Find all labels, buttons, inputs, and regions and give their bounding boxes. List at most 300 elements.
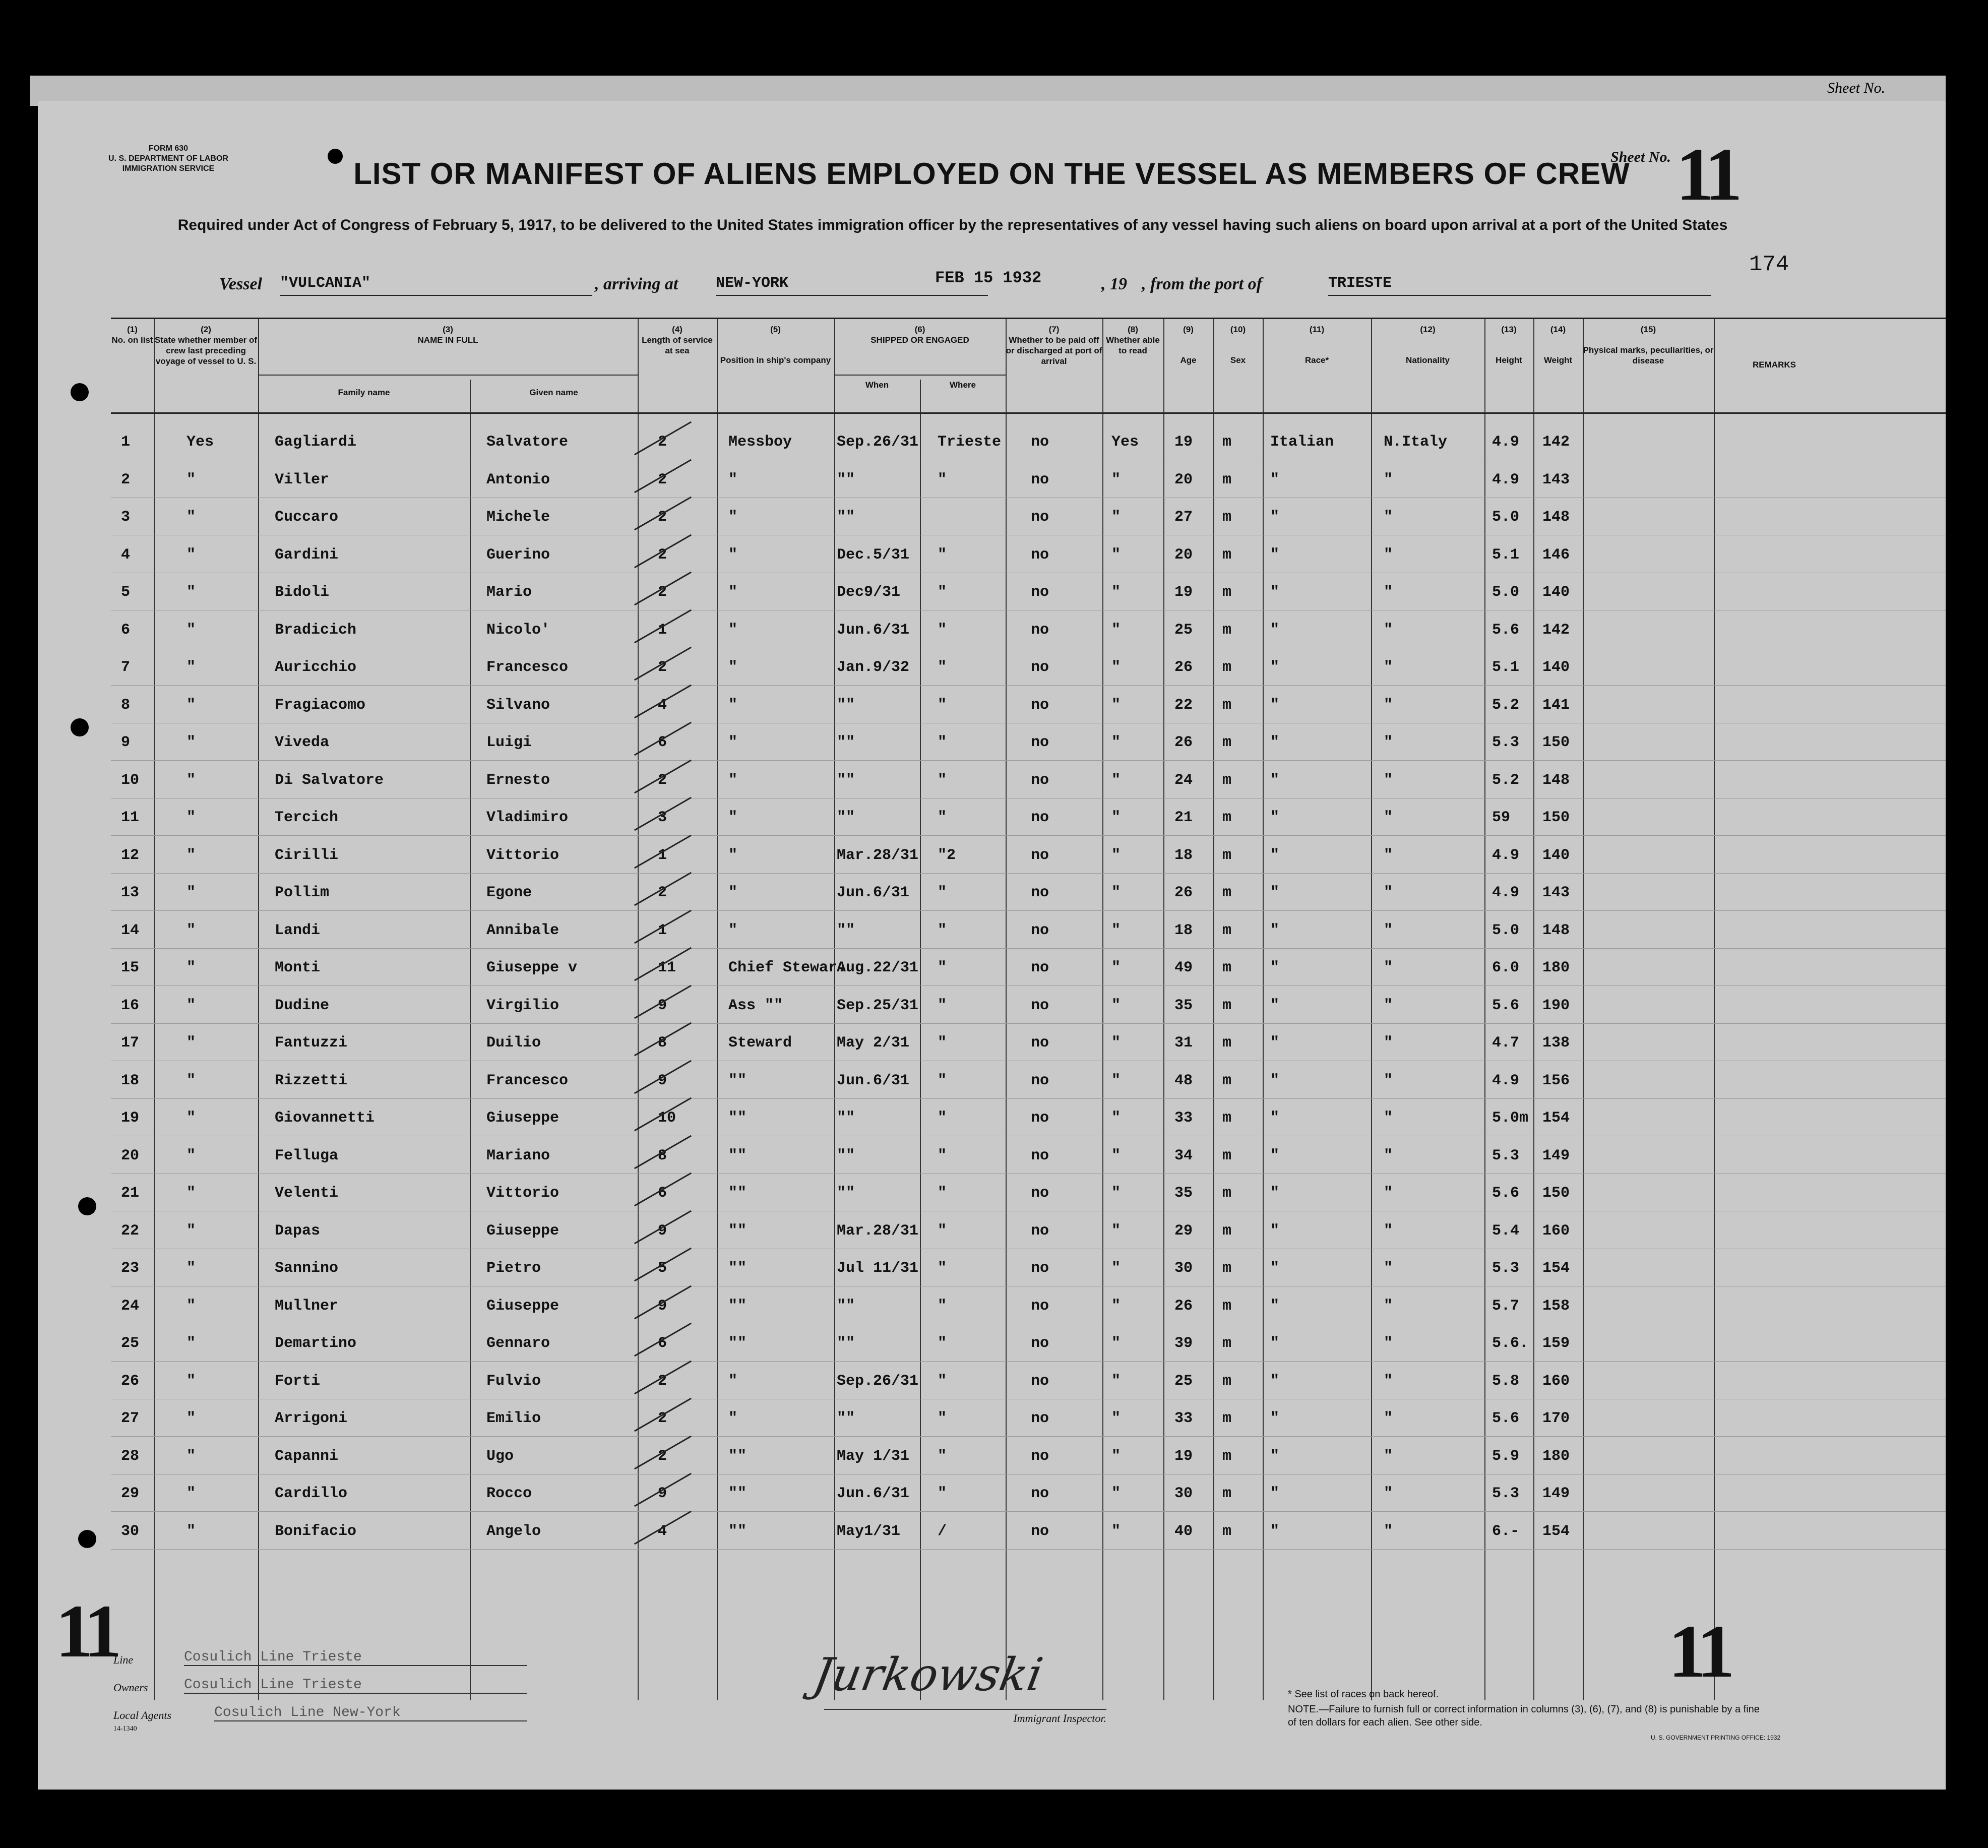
cell-read: ": [1111, 997, 1121, 1014]
cell-height: 5.1: [1492, 659, 1520, 676]
cell-family-name: Cardillo: [275, 1485, 348, 1502]
cell-age: 26: [1174, 734, 1193, 751]
cell-no: 19: [121, 1110, 140, 1127]
cell-when: May1/31: [837, 1522, 901, 1540]
cell-family-name: Di Salvatore: [275, 771, 384, 789]
cell-paid-off: no: [1031, 621, 1049, 639]
cell-where: ": [938, 1447, 947, 1465]
crew-table: [111, 318, 1946, 1700]
cell-family-name: Viller: [275, 471, 330, 488]
cell-nationality: ": [1384, 546, 1393, 564]
cell-age: 27: [1174, 509, 1193, 526]
cell-no: 15: [121, 959, 140, 976]
cell-age: 18: [1174, 921, 1193, 939]
cell-where: ": [938, 959, 947, 976]
cell-nationality: ": [1384, 734, 1393, 751]
cell-age: 33: [1174, 1410, 1193, 1427]
cell-no: 23: [121, 1260, 140, 1277]
cell-family-name: Forti: [275, 1372, 321, 1390]
cell-no: 18: [121, 1072, 140, 1089]
cell-when: "": [837, 1110, 855, 1127]
cell-given-name: Silvano: [486, 696, 550, 714]
cell-weight: 138: [1542, 1034, 1570, 1052]
cell-height: 5.6: [1492, 1410, 1520, 1427]
cell-height: 5.0m: [1492, 1110, 1529, 1127]
cell-height: 5.6: [1492, 621, 1520, 639]
col-num: (12): [1420, 325, 1436, 334]
cell-nationality: ": [1384, 1110, 1393, 1127]
cell-sex: m: [1222, 921, 1232, 939]
document-subtitle: Required under Act of Congress of February 5, 1917, to be delivered to the United States immigration officer by the representatives of any vessel having such aliens on board upon arrival at a port of the United States: [177, 217, 1728, 233]
cell-position: ": [728, 921, 738, 939]
cell-race: ": [1270, 771, 1280, 789]
cell-read: ": [1111, 1034, 1121, 1052]
cell-weight: 143: [1542, 471, 1570, 488]
cell-length: 1: [658, 846, 667, 864]
cell-nationality: N.Italy: [1384, 434, 1448, 451]
cell-state: ": [187, 696, 196, 714]
back-sheet-label: Sheet No.: [1827, 80, 1885, 96]
arriving-label: , arriving at: [595, 275, 678, 293]
cell-given-name: Ugo: [486, 1447, 514, 1465]
cell-position: "": [728, 1447, 747, 1465]
cell-family-name: Rizzetti: [275, 1072, 348, 1089]
cell-given-name: Vladimiro: [486, 809, 569, 826]
cell-state: ": [187, 546, 196, 564]
col-label: Physical marks, peculiarities, or disease: [1583, 345, 1714, 365]
cell-length: 9: [658, 1485, 667, 1502]
cell-given-name: Duilio: [486, 1034, 541, 1052]
cell-height: 5.6: [1492, 997, 1520, 1014]
cell-race: ": [1270, 921, 1280, 939]
cell-nationality: ": [1384, 621, 1393, 639]
cell-paid-off: no: [1031, 771, 1049, 789]
table-row: [111, 911, 1946, 949]
table-row: [111, 686, 1946, 723]
cell-when: "": [837, 809, 855, 826]
cell-sex: m: [1222, 696, 1232, 714]
cell-age: 19: [1174, 584, 1193, 601]
cell-when: Jun.6/31: [837, 1485, 910, 1502]
cell-read: ": [1111, 1072, 1121, 1089]
table-row: [111, 873, 1946, 911]
cell-read: ": [1111, 771, 1121, 789]
cell-weight: 154: [1542, 1522, 1570, 1540]
cell-sex: m: [1222, 1447, 1232, 1465]
cell-weight: 142: [1542, 621, 1570, 639]
cell-given-name: Mariano: [486, 1147, 550, 1164]
cell-position: ": [728, 884, 738, 901]
cell-race: ": [1270, 1485, 1280, 1502]
cell-where: ": [938, 1485, 947, 1502]
cell-where: /: [938, 1522, 947, 1540]
cell-family-name: Bradicich: [275, 621, 357, 639]
cell-where: ": [938, 471, 947, 488]
cell-length: 2: [658, 1372, 667, 1390]
col-header-paid-off: [1006, 324, 1102, 366]
cell-age: 22: [1174, 696, 1193, 714]
cell-read: ": [1111, 1297, 1121, 1315]
col-label: No. on list: [111, 335, 153, 345]
cell-when: Dec9/31: [837, 584, 901, 601]
cell-age: 48: [1174, 1072, 1193, 1089]
cell-nationality: ": [1384, 1185, 1393, 1202]
binder-hole: [328, 149, 343, 164]
cell-nationality: ": [1384, 884, 1393, 901]
cell-state: ": [187, 584, 196, 601]
cell-where: ": [938, 1034, 947, 1052]
cell-when: Sep.26/31: [837, 1372, 919, 1390]
cell-weight: 154: [1542, 1260, 1570, 1277]
cell-age: 20: [1174, 546, 1193, 564]
table-row: [111, 1362, 1946, 1399]
cell-length: 2: [658, 1410, 667, 1427]
table-row: [111, 1174, 1946, 1211]
cell-height: 4.9: [1492, 846, 1520, 864]
cell-family-name: Sannino: [275, 1260, 339, 1277]
cell-when: Jun.6/31: [837, 1072, 910, 1089]
cell-nationality: ": [1384, 659, 1393, 676]
cell-no: 29: [121, 1485, 140, 1502]
col-label: Position in ship's company: [720, 355, 831, 365]
cell-age: 19: [1174, 1447, 1193, 1465]
cell-position: Ass "": [728, 997, 783, 1014]
col-header-height: [1484, 324, 1533, 365]
cell-state: ": [187, 1335, 196, 1352]
cell-sex: m: [1222, 659, 1232, 676]
cell-where: ": [938, 1410, 947, 1427]
cell-position: "": [728, 1185, 747, 1202]
cell-length: 2: [658, 584, 667, 601]
cell-family-name: Monti: [275, 959, 321, 976]
col-label: Sex: [1230, 355, 1246, 365]
cell-no: 22: [121, 1222, 140, 1240]
cell-when: "": [837, 1185, 855, 1202]
form-code: 14-1340: [113, 1725, 137, 1733]
cell-height: 6.-: [1492, 1522, 1520, 1540]
cell-weight: 149: [1542, 1485, 1570, 1502]
year-label: , 19: [1101, 275, 1127, 293]
cell-paid-off: no: [1031, 997, 1049, 1014]
cell-position: ": [728, 846, 738, 864]
cell-sex: m: [1222, 1372, 1232, 1390]
cell-no: 2: [121, 471, 131, 488]
from-label: , from the port of: [1142, 275, 1262, 293]
cell-state: ": [187, 509, 196, 526]
cell-height: 5.3: [1492, 1485, 1520, 1502]
col-header-family: Family name: [338, 388, 390, 397]
cell-given-name: Emilio: [486, 1410, 541, 1427]
cell-read: ": [1111, 1335, 1121, 1352]
cell-where: ": [938, 1110, 947, 1127]
cell-state: ": [187, 1522, 196, 1540]
cell-height: 4.9: [1492, 1072, 1520, 1089]
cell-sex: m: [1222, 434, 1232, 451]
cell-family-name: Bidoli: [275, 584, 330, 601]
cell-read: ": [1111, 1485, 1121, 1502]
cell-where: ": [938, 1260, 947, 1277]
cell-height: 5.1: [1492, 546, 1520, 564]
cell-sex: m: [1222, 584, 1232, 601]
cell-sex: m: [1222, 1034, 1232, 1052]
cell-state: Yes: [187, 434, 214, 451]
cell-where: ": [938, 1185, 947, 1202]
cell-nationality: ": [1384, 1410, 1393, 1427]
cell-paid-off: no: [1031, 546, 1049, 564]
form-number: FORM 630: [148, 144, 189, 153]
cell-age: 26: [1174, 659, 1193, 676]
cell-weight: 160: [1542, 1372, 1570, 1390]
cell-given-name: Pietro: [486, 1260, 541, 1277]
cell-family-name: Pollim: [275, 884, 330, 901]
cell-age: 49: [1174, 959, 1193, 976]
cell-race: ": [1270, 659, 1280, 676]
col-header-marks: [1583, 324, 1714, 366]
cell-paid-off: no: [1031, 1410, 1049, 1427]
cell-family-name: Dapas: [275, 1222, 321, 1240]
header-separator: [111, 412, 1946, 414]
cell-nationality: ": [1384, 1335, 1393, 1352]
cell-paid-off: no: [1031, 659, 1049, 676]
cell-when: Aug.22/31: [837, 959, 919, 976]
cell-when: Jan.9/32: [837, 659, 910, 676]
cell-no: 13: [121, 884, 140, 901]
cell-nationality: ": [1384, 771, 1393, 789]
cell-sex: m: [1222, 546, 1232, 564]
cell-no: 20: [121, 1147, 140, 1164]
cell-when: "": [837, 1297, 855, 1315]
cell-race: ": [1270, 621, 1280, 639]
cell-position: Chief Stewar.: [728, 959, 847, 976]
cell-age: 40: [1174, 1522, 1193, 1540]
cell-race: ": [1270, 1110, 1280, 1127]
cell-state: ": [187, 1410, 196, 1427]
cell-when: Dec.5/31: [837, 546, 910, 564]
cell-given-name: Egone: [486, 884, 532, 901]
cell-length: 9: [658, 1297, 667, 1315]
cell-weight: 148: [1542, 771, 1570, 789]
sheet-corner-left: 11: [55, 1589, 117, 1673]
cell-length: 2: [658, 659, 667, 676]
cell-race: ": [1270, 1222, 1280, 1240]
cell-length: 2: [658, 546, 667, 564]
table-row: [111, 535, 1946, 573]
cell-race: ": [1270, 884, 1280, 901]
cell-nationality: ": [1384, 1072, 1393, 1089]
cell-race: ": [1270, 1522, 1280, 1540]
cell-when: Jun.6/31: [837, 884, 910, 901]
col-header-nationality: [1371, 324, 1484, 365]
cell-state: ": [187, 734, 196, 751]
cell-no: 16: [121, 997, 140, 1014]
cell-where: ": [938, 734, 947, 751]
cell-nationality: ": [1384, 1147, 1393, 1164]
service-name: IMMIGRATION SERVICE: [122, 164, 215, 173]
cell-no: 4: [121, 546, 131, 564]
vessel-name: "VULCANIA": [280, 275, 592, 296]
cell-position: ": [728, 809, 738, 826]
cell-when: Mar.28/31: [837, 846, 919, 864]
table-row: [111, 1512, 1946, 1550]
cell-weight: 142: [1542, 434, 1570, 451]
cell-when: "": [837, 1335, 855, 1352]
col-header-race: [1263, 324, 1371, 365]
cell-paid-off: no: [1031, 1485, 1049, 1502]
cell-weight: 143: [1542, 884, 1570, 901]
cell-nationality: ": [1384, 1485, 1393, 1502]
cell-position: "": [728, 1260, 747, 1277]
cell-state: ": [187, 1372, 196, 1390]
cell-paid-off: no: [1031, 734, 1049, 751]
cell-where: ": [938, 546, 947, 564]
table-row: [111, 573, 1946, 610]
col-header-age: [1163, 324, 1213, 365]
cell-when: Sep.26/31: [837, 434, 919, 451]
col-header-when: When: [865, 380, 889, 390]
cell-race: ": [1270, 696, 1280, 714]
cell-race: ": [1270, 1185, 1280, 1202]
cell-height: 5.8: [1492, 1372, 1520, 1390]
cell-sex: m: [1222, 734, 1232, 751]
cell-no: 6: [121, 621, 131, 639]
cell-height: 4.9: [1492, 884, 1520, 901]
cell-weight: 180: [1542, 959, 1570, 976]
cell-height: 5.2: [1492, 771, 1520, 789]
manifest-sheet: [38, 101, 1946, 1790]
cell-given-name: Michele: [486, 509, 550, 526]
col-label: Age: [1180, 355, 1197, 365]
table-row: [111, 1136, 1946, 1174]
cell-paid-off: no: [1031, 1297, 1049, 1315]
col-num: (1): [127, 325, 138, 334]
cell-state: ": [187, 1297, 196, 1315]
col-header-no: [111, 324, 154, 345]
cell-where: ": [938, 1297, 947, 1315]
cell-state: ": [187, 1447, 196, 1465]
cell-race: ": [1270, 809, 1280, 826]
cell-given-name: Francesco: [486, 659, 569, 676]
cell-age: 25: [1174, 1372, 1193, 1390]
cell-weight: 140: [1542, 659, 1570, 676]
col-header-sex: [1213, 324, 1263, 365]
cell-no: 14: [121, 921, 140, 939]
cell-length: 11: [658, 959, 676, 976]
cell-position: ": [728, 734, 738, 751]
cell-weight: 146: [1542, 546, 1570, 564]
cell-race: ": [1270, 509, 1280, 526]
cell-where: Trieste: [938, 434, 1002, 451]
cell-paid-off: no: [1031, 884, 1049, 901]
cell-read: ": [1111, 471, 1121, 488]
cell-sex: m: [1222, 1110, 1232, 1127]
col-label: Whether able to read: [1106, 335, 1160, 355]
cell-length: 6: [658, 734, 667, 751]
cell-paid-off: no: [1031, 1335, 1049, 1352]
cell-race: ": [1270, 1034, 1280, 1052]
col-label: NAME IN FULL: [417, 335, 478, 345]
col-num: (9): [1183, 325, 1194, 334]
binder-hole: [78, 1530, 96, 1548]
cell-where: ": [938, 584, 947, 601]
cell-age: 19: [1174, 434, 1193, 451]
cell-read: ": [1111, 884, 1121, 901]
cell-race: ": [1270, 1410, 1280, 1427]
cell-given-name: Angelo: [486, 1522, 541, 1540]
vessel-label: Vessel: [219, 275, 262, 293]
cell-weight: 156: [1542, 1072, 1570, 1089]
cell-weight: 170: [1542, 1410, 1570, 1427]
table-row: [111, 986, 1946, 1024]
cell-paid-off: no: [1031, 1110, 1049, 1127]
cell-age: 30: [1174, 1260, 1193, 1277]
table-row: [111, 648, 1946, 686]
cell-when: "": [837, 471, 855, 488]
cell-given-name: Giuseppe: [486, 1110, 560, 1127]
cell-when: "": [837, 1410, 855, 1427]
cell-weight: 148: [1542, 921, 1570, 939]
cell-paid-off: no: [1031, 1372, 1049, 1390]
cell-state: ": [187, 1147, 196, 1164]
cell-race: ": [1270, 997, 1280, 1014]
cell-given-name: Guerino: [486, 546, 550, 564]
cell-position: ": [728, 471, 738, 488]
cell-where: ": [938, 1222, 947, 1240]
cell-weight: 148: [1542, 509, 1570, 526]
cell-read: ": [1111, 659, 1121, 676]
cell-read: ": [1111, 621, 1121, 639]
cell-sex: m: [1222, 509, 1232, 526]
cell-no: 5: [121, 584, 131, 601]
cell-read: ": [1111, 1260, 1121, 1277]
cell-where: ": [938, 1147, 947, 1164]
table-row: [111, 1437, 1946, 1474]
col-label: Height: [1496, 355, 1522, 365]
cell-weight: 140: [1542, 846, 1570, 864]
cell-sex: m: [1222, 809, 1232, 826]
cell-nationality: ": [1384, 809, 1393, 826]
cell-when: "": [837, 771, 855, 789]
cell-age: 31: [1174, 1034, 1193, 1052]
cell-race: ": [1270, 546, 1280, 564]
cell-family-name: Bonifacio: [275, 1522, 357, 1540]
table-row: [111, 1399, 1946, 1437]
cell-height: 4.7: [1492, 1034, 1520, 1052]
cell-length: 1: [658, 621, 667, 639]
cell-given-name: Francesco: [486, 1072, 569, 1089]
cell-state: ": [187, 471, 196, 488]
cell-given-name: Mario: [486, 584, 532, 601]
cell-given-name: Luigi: [486, 734, 532, 751]
cell-no: 1: [121, 434, 131, 451]
col-num: (15): [1640, 325, 1656, 334]
cell-length: 2: [658, 1447, 667, 1465]
col-label: State whether member of crew last preceding voyage of vessel to U. S.: [154, 335, 258, 366]
cell-state: ": [187, 1485, 196, 1502]
cell-weight: 180: [1542, 1447, 1570, 1465]
cell-family-name: Dudine: [275, 997, 330, 1014]
cell-height: 4.9: [1492, 471, 1520, 488]
cell-length: 8: [658, 1034, 667, 1052]
col-label: Whether to be paid off or discharged at port of arrival: [1006, 335, 1102, 366]
col-num: (4): [672, 325, 682, 334]
cell-when: Jun.6/31: [837, 621, 910, 639]
table-row: [111, 1098, 1946, 1136]
col-label: Race*: [1304, 355, 1329, 365]
cell-age: 24: [1174, 771, 1193, 789]
cell-paid-off: no: [1031, 959, 1049, 976]
cell-paid-off: no: [1031, 1034, 1049, 1052]
binder-hole: [78, 1197, 96, 1215]
